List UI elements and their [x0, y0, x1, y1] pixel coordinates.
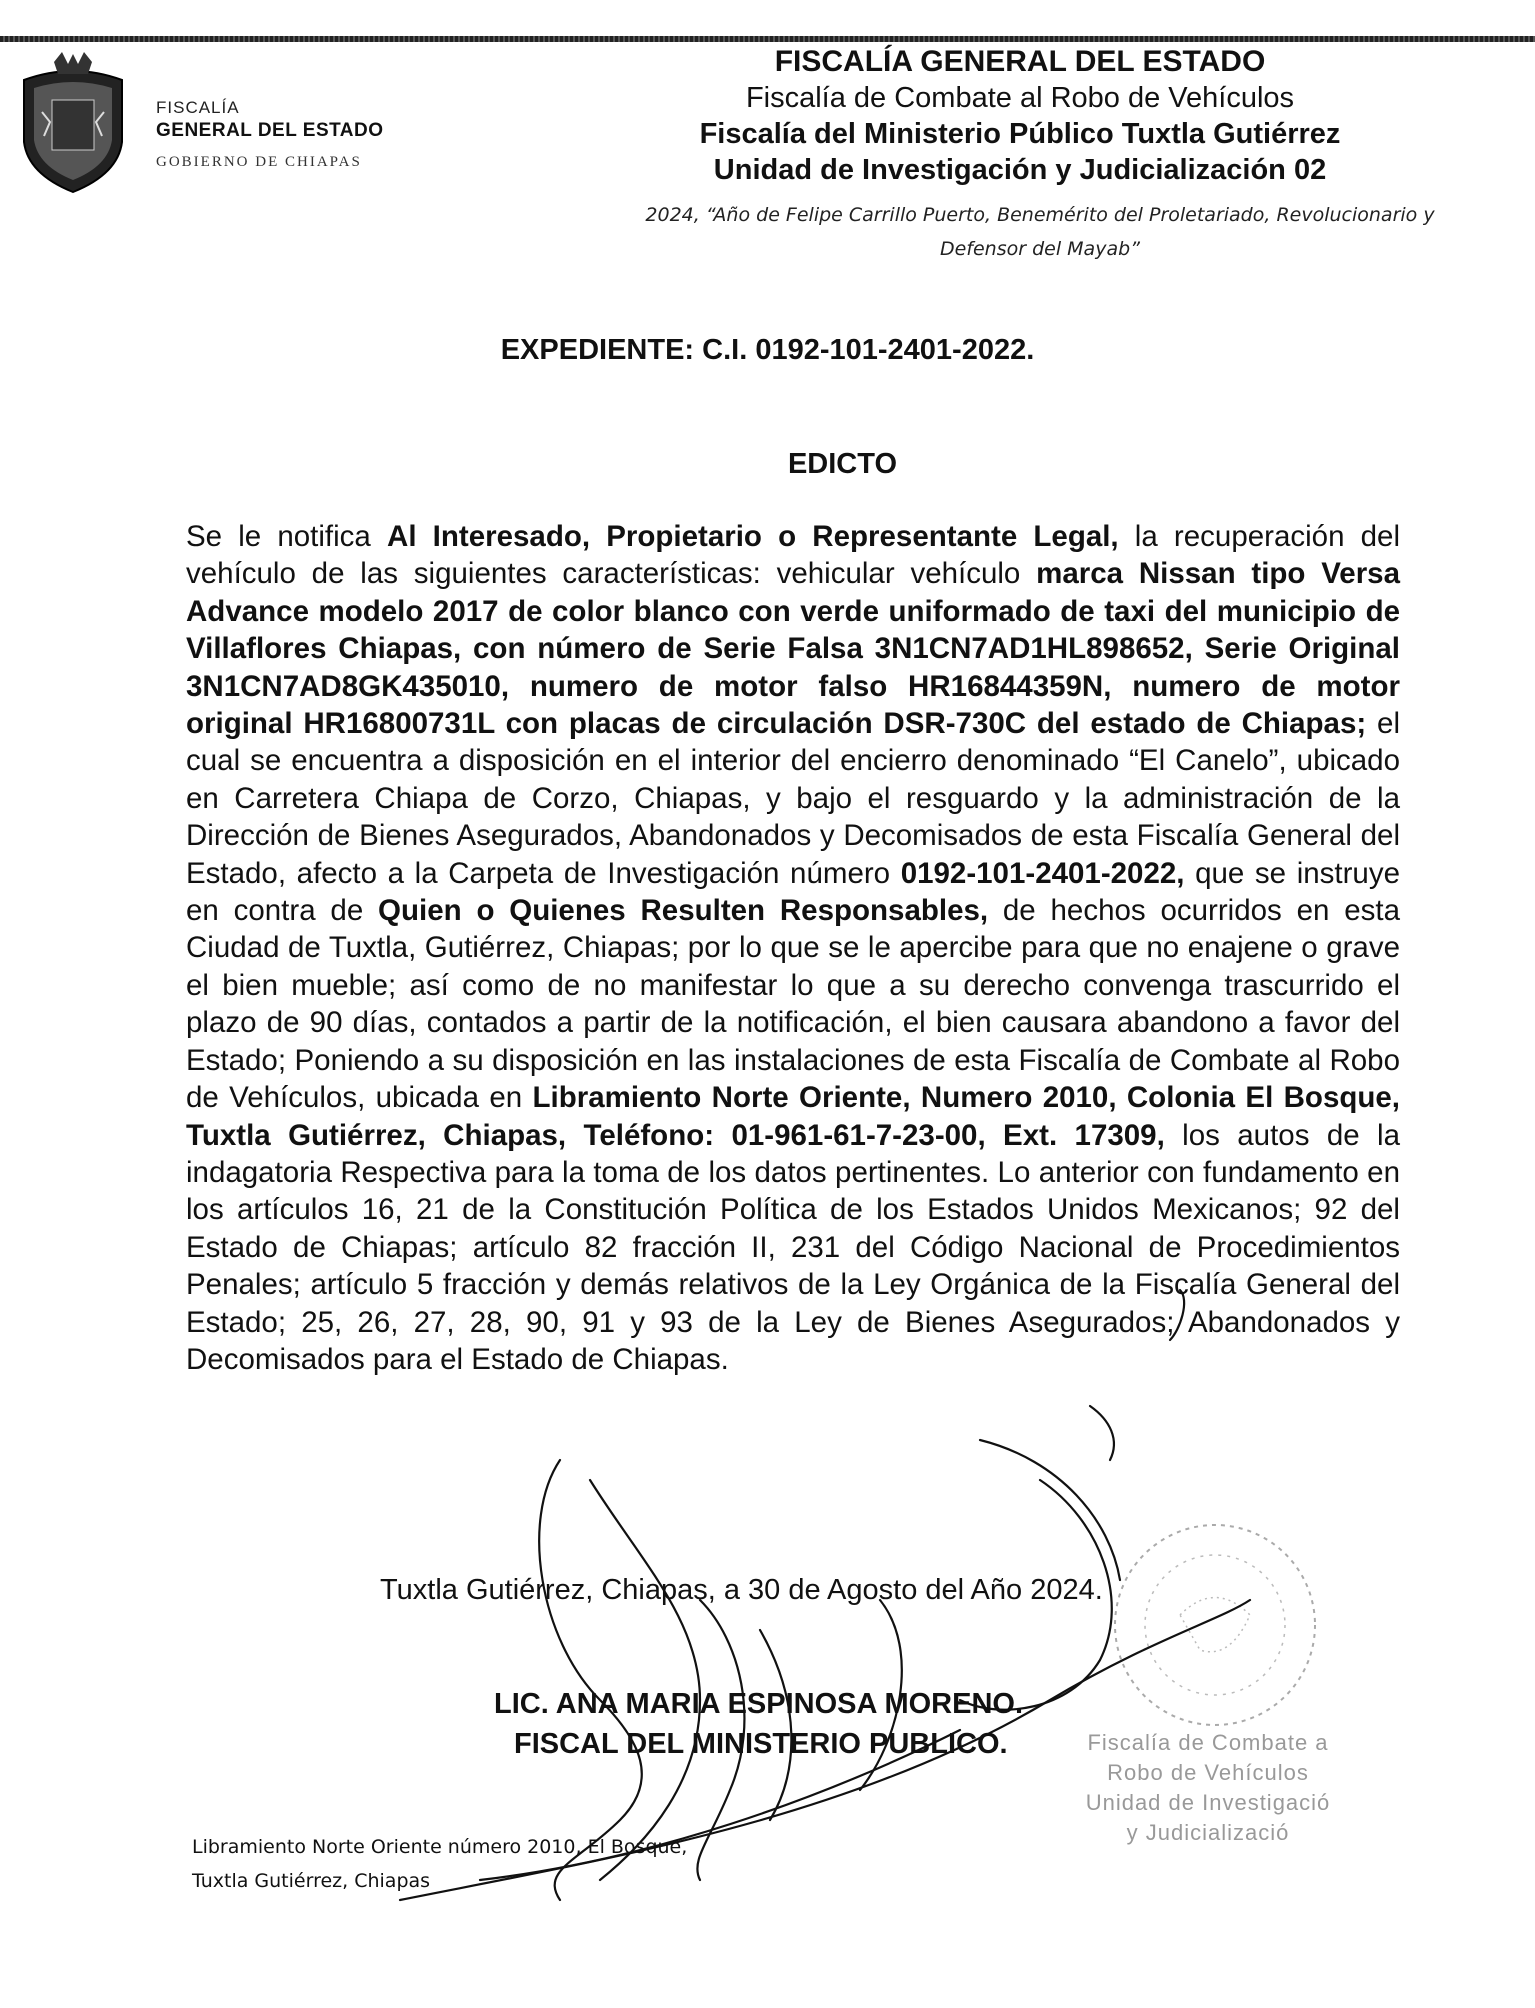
body-bold-3: 0192-101-2401-2022, [900, 856, 1185, 890]
signer-title: FISCAL DEL MINISTERIO PUBLICO. [514, 1728, 1008, 1760]
signer-name: LIC. ANA MARIA ESPINOSA MORENO. [494, 1688, 1023, 1720]
body-bold-1: Al Interesado, Propietario o Representante Legal, [387, 520, 1119, 553]
institution-bold: GENERAL DEL ESTADO [156, 120, 384, 141]
body-bold-4: Quien o Quienes Resulten Responsables, [378, 894, 989, 928]
stamp-line1: Fiscalía de Combate a [1087, 1730, 1329, 1755]
body-text-6: los autos de la indagatoria Respectiva para la toma de los datos pertinentes. Lo anterior con fundamento en los artículos 16, 21 de la Constitución Política de los Estados Unidos Mexicanos; 92 del Estado de Chiapas; artículo 82 fracción II, 231 del Código Nacional de Procedimientos Penales; artículo 5 fracción y demás relativos de la Ley Orgánica de la Fiscalía General del Estado; 25, 26, 27, 28, 90, 91 y 93 de la Ley de Bienes Asegurados; Abandonados y Decomisados para el Estado de Chiapas. [186, 1118, 1401, 1376]
body-text-5: de hechos ocurridos en esta Ciudad de Tuxtla, Gutiérrez, Chiapas; por lo que se le apercibe para que no enajene o grave el bien mueble; así como de no manifestar lo que a su derecho convenga trascurrido el plazo de 90 días, contados a partir de la notificación, el bien causara abandono a favor del Estado; Poniendo a su disposición en las instalaciones de esta Fiscalía de Combate al Robo de Vehículos, ubicada en [186, 894, 1400, 1115]
stamp-text [1058, 1728, 1358, 1848]
body-text-3: el cual se encuentra a disposición en el interior del encierro denominado “El Canelo”, ubicado en Carretera Chiapa de Corzo, Chiapas, y bajo el resguardo y la administración de la Dirección de Bienes Asegurados, Abandonados y Decomisados de esta Fiscalía General del Estado, afecto a la Carpeta de Investigación número [186, 707, 1400, 890]
notice-body [186, 518, 1400, 1378]
date-line: Tuxtla Gutiérrez, Chiapas, a 30 de Agosto del Año 2024. [380, 1574, 1103, 1606]
stamp-line4: y Judicializació [1126, 1820, 1290, 1845]
header-title: FISCALÍA GENERAL DEL ESTADO [774, 45, 1266, 78]
state-crest-icon [14, 52, 132, 194]
footer-address [192, 1830, 687, 1898]
header-line2: Fiscalía de Combate al Robo de Vehículos [745, 82, 1295, 114]
institution-small: FISCALÍA [156, 98, 240, 117]
footer-line1: Libramiento Norte Oriente número 2010, El Bosque, [192, 1836, 688, 1858]
official-seal-icon [1100, 1510, 1330, 1740]
document-header [520, 44, 1520, 188]
body-text-4: que se instruye en contra de [186, 856, 1400, 928]
body-bold-2: marca Nissan tipo Versa Advance modelo 2017 de color blanco con verde uniformado de taxi del municipio de Villaflores Chiapas, con número de Serie Falsa 3N1CN7AD1HL898652, Serie Original 3N1CN7AD8GK435010, numero de motor falso HR16844359N, numero de motor original HR16800731L con placas de circulación DSR-730C del estado de Chiapas; [186, 557, 1400, 741]
top-border [0, 36, 1535, 42]
motto-line1: 2024, “Año de Felipe Carrillo Puerto, Benemérito del Proletariado, Revolucionario y [645, 204, 1435, 226]
body-bold-5: Libramiento Norte Oriente, Numero 2010, Colonia El Bosque, Tuxtla Gutiérrez, Chiapas, Teléfono: 01-961-61-7-23-00, Ext. 17309, [186, 1081, 1400, 1152]
footer-line2: Tuxtla Gutiérrez, Chiapas [192, 1870, 431, 1892]
body-text-1: Se le notifica [186, 520, 388, 553]
header-line4: Unidad de Investigación y Judicialización 02 [713, 154, 1327, 186]
document-title: EDICTO [787, 448, 898, 480]
expediente-number: EXPEDIENTE: C.I. 0192-101-2401-2022. [500, 334, 1035, 366]
institution-logo-text [156, 98, 384, 171]
year-motto [560, 198, 1520, 266]
stamp-line2: Robo de Vehículos [1107, 1760, 1309, 1785]
government-name: GOBIERNO DE CHIAPAS [156, 154, 362, 170]
header-line3: Fiscalía del Ministerio Público Tuxtla Gutiérrez [699, 118, 1341, 150]
motto-line2: Defensor del Mayab” [939, 238, 1140, 260]
stamp-line3: Unidad de Investigació [1085, 1790, 1331, 1815]
signer-block [494, 1684, 1023, 1764]
body-text-2: la recuperación del vehículo de las siguientes características: vehicular vehículo [186, 520, 1401, 591]
